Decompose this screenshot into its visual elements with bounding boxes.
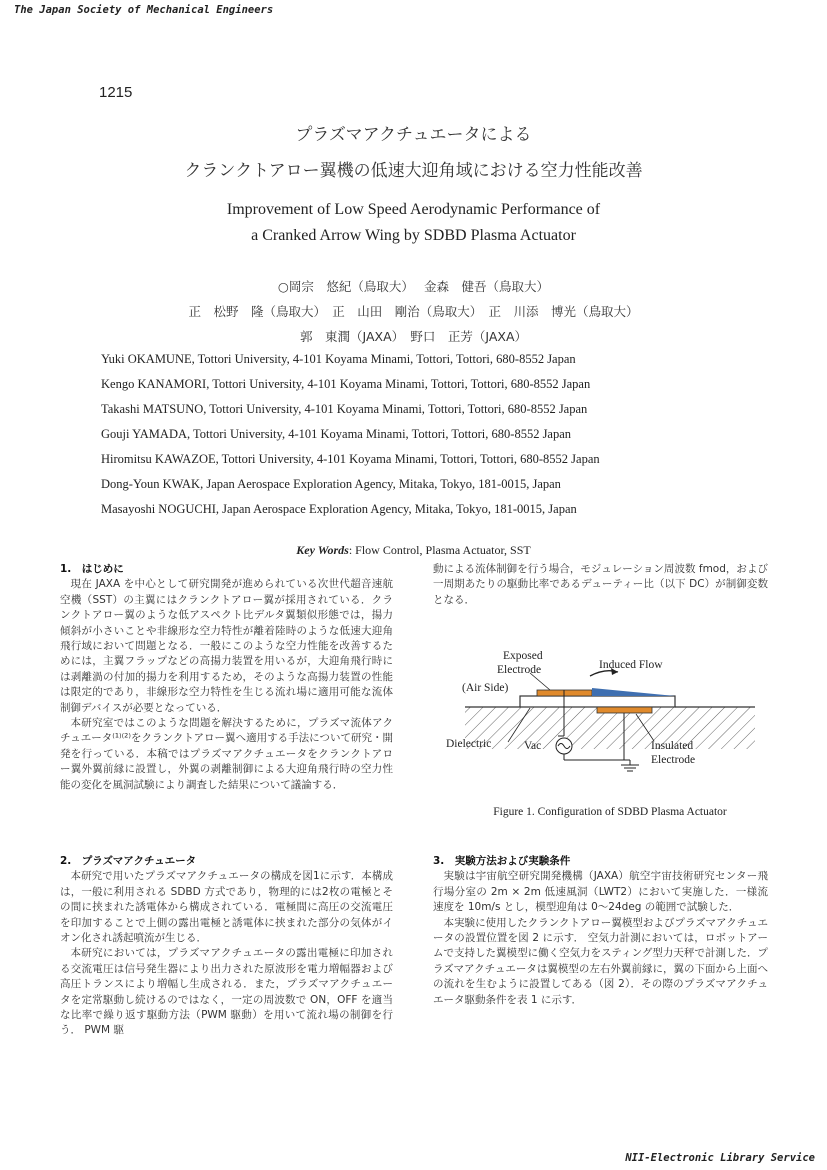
label-vac: Vac <box>524 740 542 752</box>
paragraph: 本研究室ではこのような問題を解決するために，プラズマ流体アクチュエータ⁽¹⁾⁽²⁾をクランクトアロー翼へ適用する手法について研究・開発を行っている．本稿ではプラズマアクチュエータをクランクトアロー翼外翼前縁に設置し，外翼の剥離制御による大迎角飛行時の空力性能の変化を風洞試験により調査した結果について議論する． <box>60 717 393 791</box>
title-ja-line-2: クランクトアロー翼機の低速大迎角域における空力性能改善 <box>184 161 643 181</box>
authors-line-1: ○岡宗 悠紀（鳥取大） 金森 健吾（鳥取大） <box>277 279 550 294</box>
title-ja-line-1: プラズマアクチュエータによる <box>295 125 532 145</box>
section-2 <box>60 854 393 1039</box>
paragraph: 本実験に使用したクランクトアロー翼模型およびプラズマアクチュエータの設置位置を図 2 に示す． 空気力計測においては，ロボットアームで支持した翼模型に働く空気力をスティング型力天秤で計測した．プラズマアクチュエータは翼模型の左右外翼前縁に，翼の下面から上面への流れを生むように設置してある（図 2）．その際のプラズマアクチュエータ駆動条件を表 1 に示す． <box>433 916 768 1006</box>
footer-service: NII-Electronic Library Service <box>625 1152 815 1164</box>
affiliation: Takashi MATSUNO, Tottori University, 4-101 Koyama Minami, Tottori, Tottori, 680-8552 Japan <box>101 402 588 416</box>
label-induced-flow: Induced Flow <box>599 659 663 671</box>
induced-flow-wedge <box>592 688 675 696</box>
paragraph: 動による流体制御を行う場合，モジュレーション周波数 fmod，および一周期あたりの駆動比率であるデューティー比（以下 DC）が制御変数となる． <box>433 563 768 606</box>
paragraph: 現在 JAXA を中心として研究開発が進められている次世代超音速航空機（SST）の主翼にはクランクトアロー翼が採用されている．クランクトアロー翼のような低アスペクト比デルタ翼類似形態では，揚力傾斜が小さいことや非線形な空力特性が離着陸時のような低速大迎角飛行域において問題となる．一般にこのような空力性能を改善するためには，主翼フラップなどの高揚力装置を用いるが，大迎角飛行時には剥離渦の付加的揚力を利用するため，そのような高揚力装置の性能は限定的であり，非線形な空力特性を生じる流れ場に適用可能な流体制御デバイスが必要となっている． <box>60 578 393 714</box>
paragraph: 本研究においては，プラズマアクチュエータの露出電極に印加される交流電圧は信号発生器により出力された原波形を電力増幅器および高圧トランスにより増幅し生成される．また，プラズマアクチュエータを定常駆動し続けるのではなく，一定の周波数で ON，OFF を適当な比率で繰り返す駆動方法（PWM 駆動）を用いて流れ場の制御を行う． PWM 駆 <box>60 947 393 1037</box>
dielectric-layer <box>520 696 675 707</box>
label-insulated: Insulated <box>651 740 694 752</box>
paragraph: 本研究で用いたプラズマアクチュエータの構成を図1に示す．本構成は，一般に利用される SDBD 方式であり，物理的には2枚の電極とその間に挟まれた誘電体から構成されている．電極間に高圧の交流電圧を印加することで上側の露出電極と誘電体に挟まれた部分の気体がイオン化され誘起噴流が生じる． <box>60 870 393 945</box>
section-2-continued <box>433 562 768 608</box>
paper-number: 1215 <box>99 84 133 101</box>
label-exposed: Exposed <box>503 650 543 662</box>
figure-1-caption: Figure 1. Configuration of SDBD Plasma Actuator <box>493 806 727 818</box>
affiliation: Dong-Youn KWAK, Japan Aerospace Exploration Agency, Mitaka, Tokyo, 181-0015, Japan <box>101 477 561 491</box>
affiliation: Yuki OKAMUNE, Tottori University, 4-101 Koyama Minami, Tottori, Tottori, 680-8552 Japan <box>101 352 576 366</box>
keywords-label: Key Words <box>296 543 349 557</box>
section-heading: 1. はじめに <box>60 563 124 575</box>
title-en-line-1: Improvement of Low Speed Aerodynamic Performance of <box>226 201 601 218</box>
section-heading: 2. プラズマアクチュエータ <box>60 855 197 867</box>
affiliation: Gouji YAMADA, Tottori University, 4-101 Koyama Minami, Tottori, Tottori, 680-8552 Japan <box>101 427 572 441</box>
section-1 <box>60 562 393 793</box>
affiliation: Masayoshi NOGUCHI, Japan Aerospace Exploration Agency, Mitaka, Tokyo, 181-0015, Japan <box>101 502 577 516</box>
authors-line-3: 郭 東潤（JAXA） 野口 正芳（JAXA） <box>299 329 527 344</box>
authors-line-2: 正 松野 隆（鳥取大） 正 山田 剛治（鳥取大） 正 川添 博光（鳥取大） <box>188 304 639 319</box>
section-heading: 3. 実験方法および実験条件 <box>433 855 571 867</box>
paragraph: 実験は宇宙航空研究開発機構（JAXA）航空宇宙技術研究センター飛行場分室の 2m × 2m 低速風洞（LWT2）において実施した．一様流速度を 10m/s とし，模型迎角は 0～24deg の範囲で試験した． <box>433 870 768 914</box>
title-en-line-2: a Cranked Arrow Wing by SDBD Plasma Actuator <box>251 227 576 244</box>
keywords-text: : Flow Control, Plasma Actuator, SST <box>348 543 531 557</box>
label-dielectric: Dielectric <box>446 738 492 750</box>
label-insulated-electrode: Electrode <box>651 754 696 766</box>
affiliation: Kengo KANAMORI, Tottori University, 4-101 Koyama Minami, Tottori, Tottori, 680-8552 Japan <box>101 377 591 391</box>
journal-header: The Japan Society of Mechanical Engineers <box>14 4 274 16</box>
keywords <box>0 543 827 558</box>
label-air-side: (Air Side) <box>462 682 509 694</box>
section-3 <box>433 854 768 1008</box>
affiliation: Hiromitsu KAWAZOE, Tottori University, 4-101 Koyama Minami, Tottori, Tottori, 680-8552 Japan <box>101 452 600 466</box>
label-electrode: Electrode <box>497 664 542 676</box>
figure-1-diagram <box>440 648 780 773</box>
insulated-electrode <box>597 707 652 713</box>
